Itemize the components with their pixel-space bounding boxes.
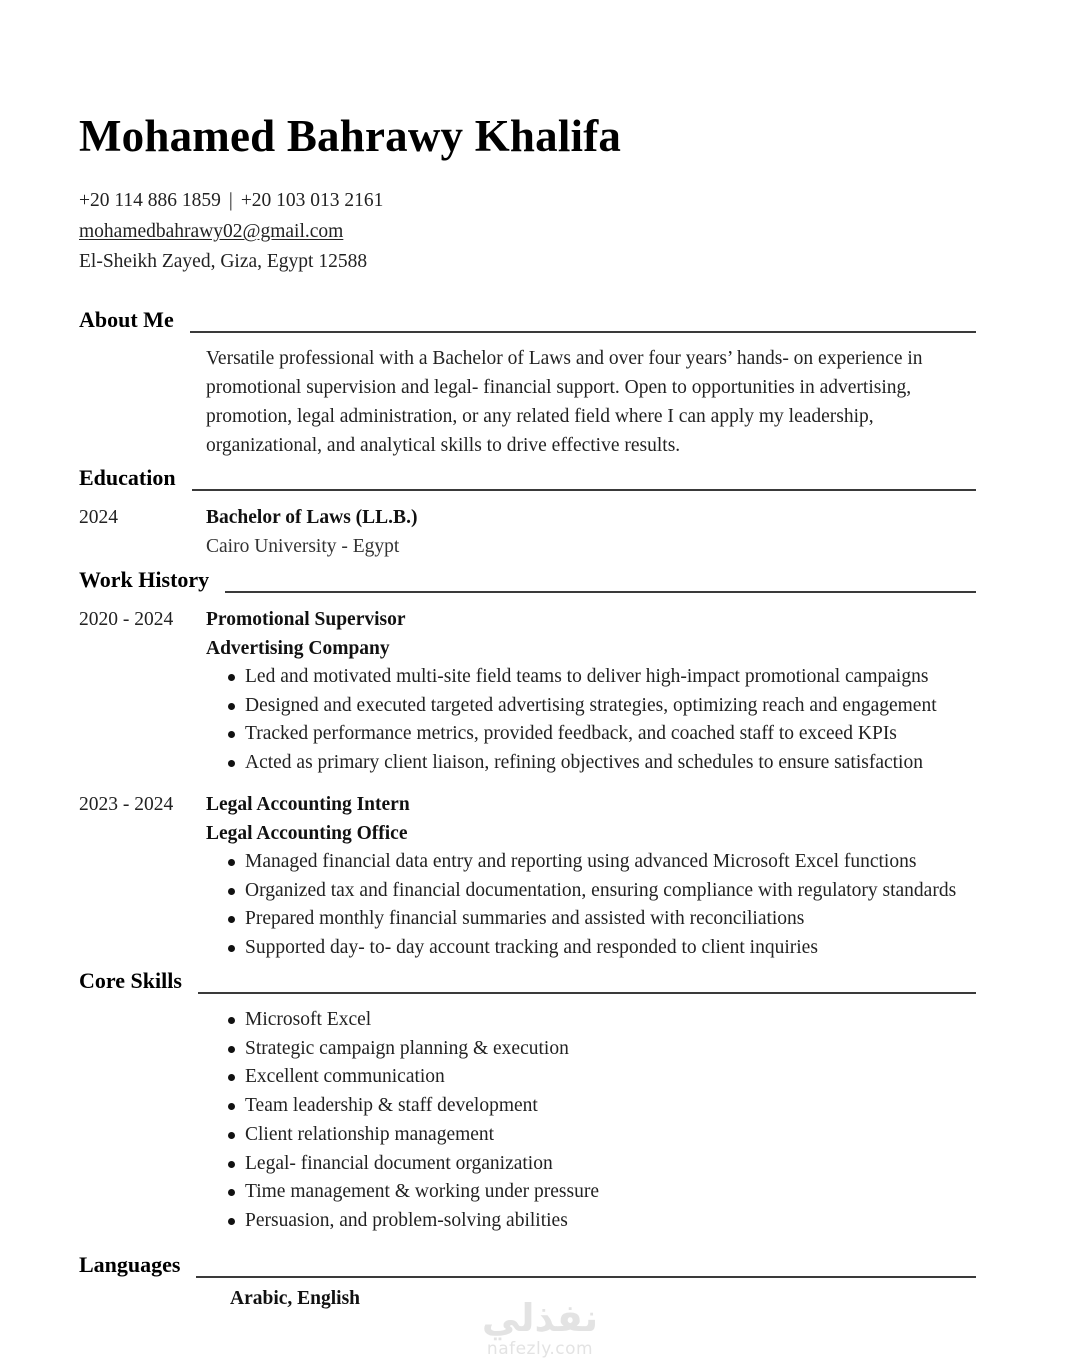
skill-item: Strategic campaign planning & execution [228, 1035, 599, 1064]
bullet-icon [228, 1046, 235, 1053]
education-date: 2024 [79, 507, 118, 528]
bullet-icon [228, 703, 235, 710]
section-work-header [79, 565, 976, 593]
watermark-arabic-logo: نفذلي [481, 1296, 599, 1340]
work-bullet: Managed financial data entry and reporting using advanced Microsoft Excel functions [228, 848, 956, 877]
section-divider [225, 591, 976, 593]
section-languages-header [79, 1250, 976, 1278]
skill-item: Client relationship management [228, 1121, 599, 1150]
work-bullet: Led and motivated multi-site field teams to deliver high-impact promotional campaigns [228, 663, 937, 692]
email-link[interactable]: mohamedbahrawy02@gmail.com [79, 221, 344, 242]
education-institution: Cairo University - Egypt [206, 536, 400, 557]
skills-bullets [206, 1006, 599, 1236]
address: El-Sheikh Zayed, Giza, Egypt 12588 [79, 251, 368, 272]
work-bullets [206, 663, 937, 778]
work-company: Legal Accounting Office [206, 823, 408, 844]
education-degree: Bachelor of Laws (LL.B.) [206, 507, 418, 528]
bullet-icon [228, 760, 235, 767]
bullet-icon [228, 1189, 235, 1196]
work-details [206, 605, 937, 778]
candidate-name: Mohamed Bahrawy Khalifa [79, 111, 622, 161]
watermark-domain: nafezly.com [486, 1339, 594, 1359]
bullet-icon [228, 1103, 235, 1110]
bullet-icon [228, 1218, 235, 1225]
section-title-skills: Core Skills [79, 968, 182, 993]
bullet-icon [228, 859, 235, 866]
about-text: Versatile professional with a Bachelor of Laws and over four years’ hands- on experience in promotional supervision and legal- financial support. Open to opportunities in advertising, promotion, legal administration, or any related field where I can apply my leadership, organizational, and analytical skills to drive effective results. [206, 348, 923, 456]
work-bullet: Designed and executed targeted advertising strategies, optimizing reach and engagement [228, 692, 937, 721]
work-bullet: Supported day- to- day account tracking and responded to client inquiries [228, 934, 956, 963]
skill-item: Microsoft Excel [228, 1006, 599, 1035]
work-details [206, 790, 956, 963]
work-date: 2023 - 2024 [79, 794, 174, 815]
section-divider [190, 331, 976, 333]
bullet-icon [228, 1017, 235, 1024]
bullet-icon [228, 1132, 235, 1139]
section-education-header [79, 463, 976, 491]
section-title-about: About Me [79, 307, 174, 332]
work-role: Promotional Supervisor [206, 609, 406, 630]
phone-2: +20 103 013 2161 [240, 190, 384, 211]
phone-1: +20 114 886 1859 [79, 190, 221, 211]
phone-separator: | [228, 190, 233, 211]
bullet-icon [228, 916, 235, 923]
watermark [470, 1296, 610, 1358]
bullet-icon [228, 945, 235, 952]
bullet-icon [228, 888, 235, 895]
work-company: Advertising Company [206, 638, 390, 659]
bullet-icon [228, 731, 235, 738]
work-bullet: Prepared monthly financial summaries and assisted with reconciliations [228, 905, 956, 934]
education-details [206, 503, 417, 561]
work-bullet: Tracked performance metrics, provided feedback, and coached staff to exceed KPIs [228, 720, 937, 749]
skill-item: Persuasion, and problem-solving abilities [228, 1207, 599, 1236]
phone-line [79, 189, 383, 213]
work-bullet: Organized tax and financial documentation, ensuring compliance with regulatory standards [228, 877, 956, 906]
section-title-work: Work History [79, 567, 210, 592]
section-title-languages: Languages [79, 1252, 181, 1277]
work-role: Legal Accounting Intern [206, 794, 410, 815]
bullet-icon [228, 1074, 235, 1081]
section-title-education: Education [79, 465, 176, 490]
work-bullet: Acted as primary client liaison, refining objectives and schedules to ensure satisfaction [228, 749, 937, 778]
section-divider [192, 489, 976, 491]
section-skills-header [79, 966, 976, 994]
skill-item: Team leadership & staff development [228, 1092, 599, 1121]
skill-item: Time management & working under pressure [228, 1178, 599, 1207]
section-divider [196, 1276, 976, 1278]
skill-item: Excellent communication [228, 1063, 599, 1092]
section-about-header [79, 305, 976, 333]
languages-value: Arabic, English [230, 1288, 361, 1309]
work-bullets [206, 848, 956, 963]
bullet-icon [228, 1161, 235, 1168]
bullet-icon [228, 674, 235, 681]
skill-item: Legal- financial document organization [228, 1150, 599, 1179]
work-date: 2020 - 2024 [79, 609, 174, 630]
section-divider [198, 992, 976, 994]
